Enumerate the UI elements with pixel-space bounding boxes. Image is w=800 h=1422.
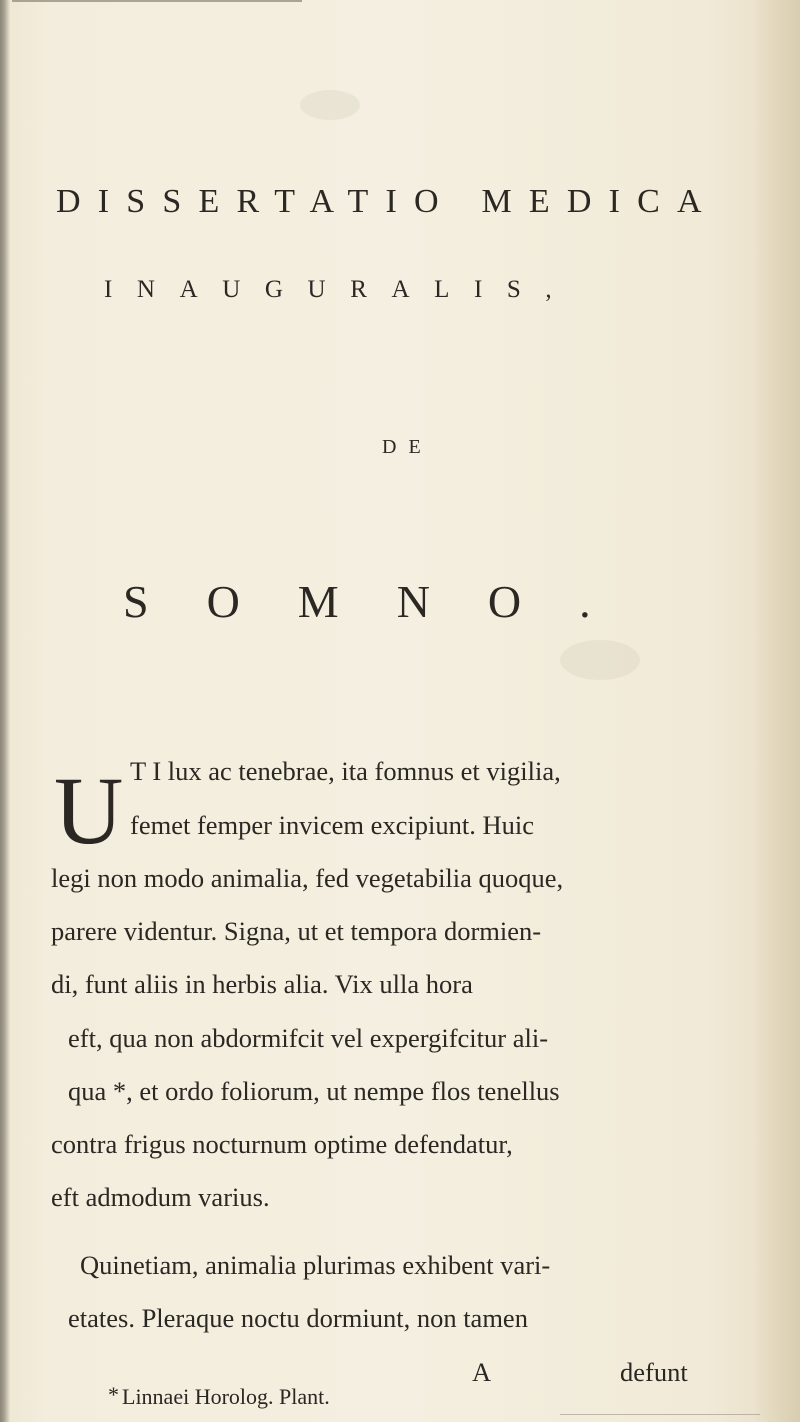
footnote: Linnaei Horolog. Plant. bbox=[122, 1384, 330, 1409]
subtitle: INAUGURALIS, bbox=[104, 276, 577, 303]
page-gutter-shadow bbox=[0, 0, 10, 1422]
footnote-marker: * bbox=[108, 1382, 119, 1407]
body-line: contra frigus nocturnum optime defendatur, bbox=[51, 1129, 513, 1159]
body-line: eft admodum varius. bbox=[51, 1182, 270, 1212]
page-right-edge bbox=[754, 0, 800, 1422]
signature-mark: A bbox=[472, 1357, 492, 1387]
body-line: Quinetiam, animalia plurimas exhibent vari- bbox=[80, 1250, 551, 1280]
title: DISSERTATIO MEDICA bbox=[56, 183, 719, 220]
top-rule bbox=[12, 0, 302, 2]
preposition: DE bbox=[382, 436, 433, 458]
paper-stain bbox=[560, 640, 640, 680]
body-line: di, funt aliis in herbis alia. Vix ulla hora bbox=[51, 969, 473, 999]
catchword: defunt bbox=[620, 1357, 688, 1387]
bottom-rule bbox=[560, 1414, 760, 1415]
body-line: etates. Pleraque noctu dormiunt, non tamen bbox=[68, 1303, 528, 1333]
paper-stain bbox=[300, 90, 360, 120]
body-line: femet femper invicem excipiunt. Huic bbox=[130, 810, 534, 840]
body-line: T I lux ac tenebrae, ita fomnus et vigilia, bbox=[130, 756, 561, 786]
body-line: legi non modo animalia, fed vegetabilia quoque, bbox=[51, 863, 564, 893]
body-line: qua *, et ordo foliorum, ut nempe flos tenellus bbox=[68, 1076, 560, 1106]
topic-heading: SOMNO. bbox=[123, 576, 649, 627]
body-line: eft, qua non abdormifcit vel expergifcitur ali- bbox=[68, 1023, 549, 1053]
drop-cap: U bbox=[54, 757, 124, 864]
body-line: parere videntur. Signa, ut et tempora dormien- bbox=[51, 916, 542, 946]
